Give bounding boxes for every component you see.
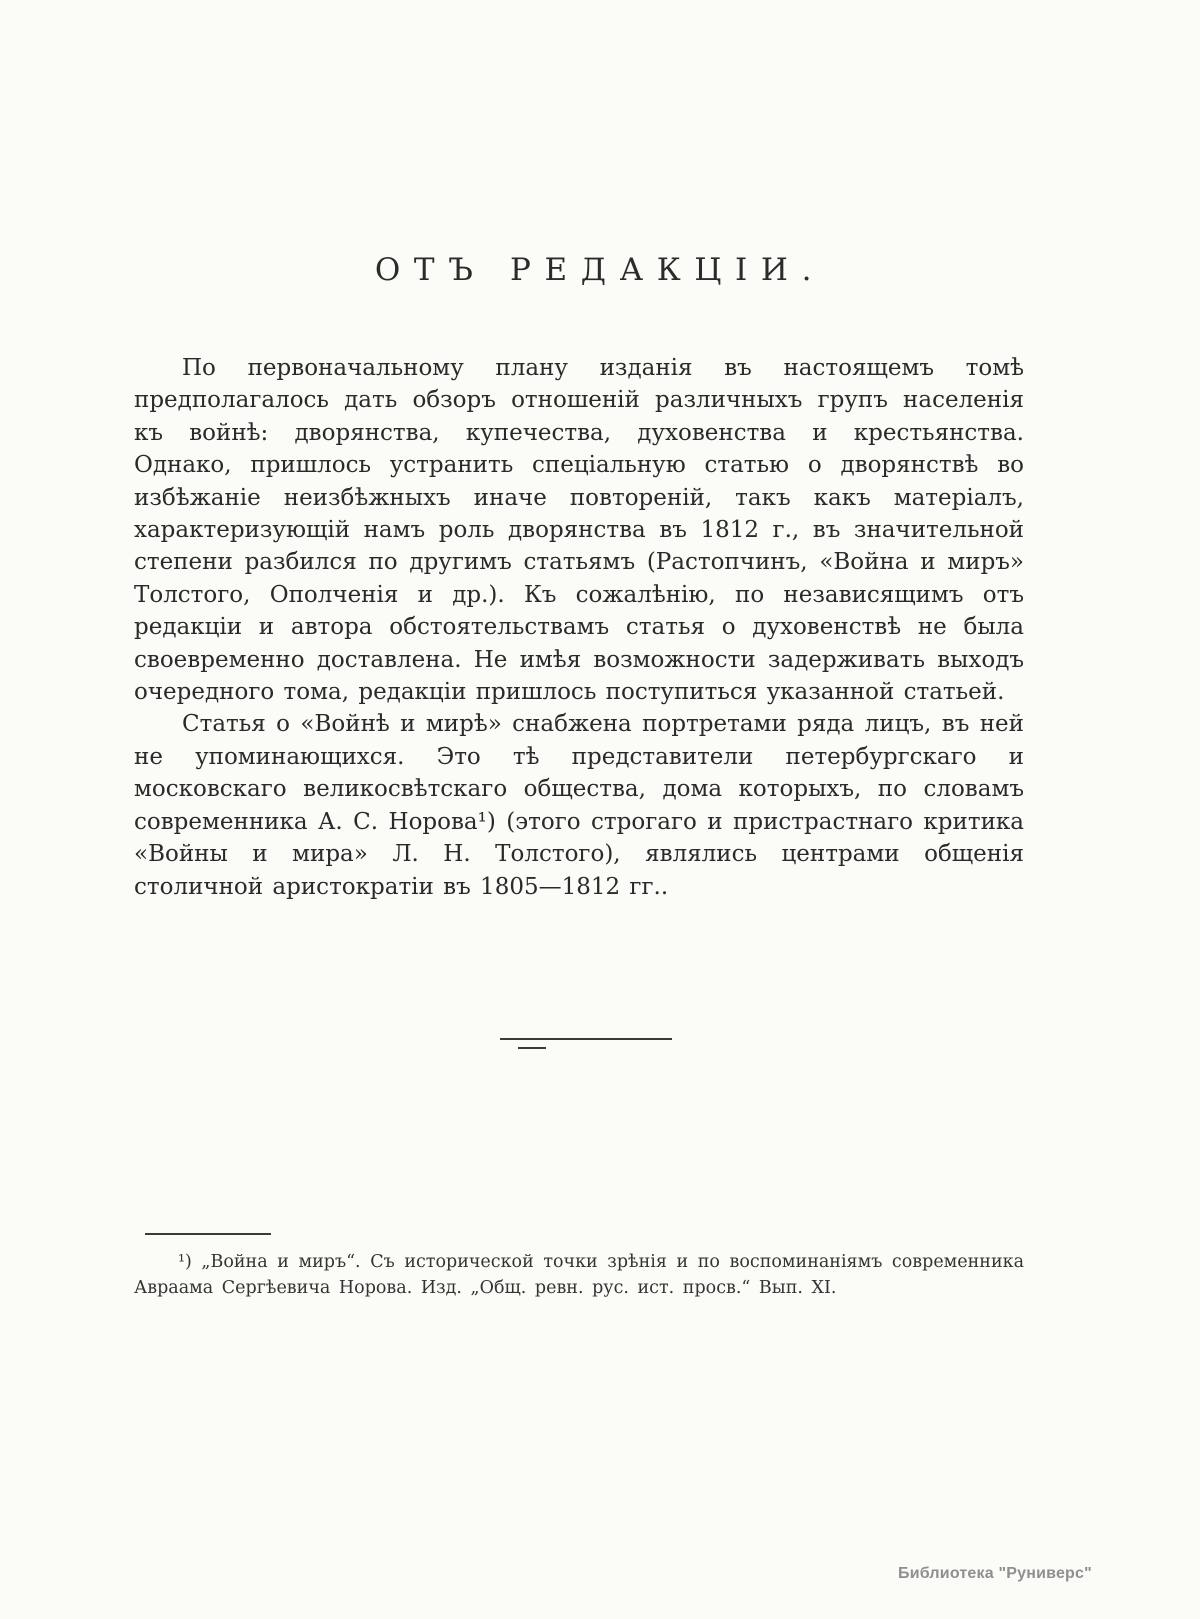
library-watermark: Библиотека "Руниверс" <box>898 1565 1092 1582</box>
page-title: ОТЪ РЕДАКЦІИ. <box>374 252 826 288</box>
paragraph-portraits-note: Статья о «Войнѣ и мирѣ» снабжена портретами ряда лицъ, въ ней не упоминающихся. Это тѣ представители петербургскаго и московскаго великосвѣтскаго общества, дома которыхъ, по словамъ современника А. С. Норова¹) (этого строгаго и пристрастнаго критика «Войны и мира» Л. Н. Толстого), являлись центрами общенія столичной аристократіи въ 1805—1812 гг.. <box>134 711 1024 900</box>
footnote-rule <box>145 1233 271 1235</box>
divider-line <box>500 1038 672 1040</box>
section-divider <box>500 1038 672 1052</box>
body-text <box>134 352 1024 903</box>
divider-tick <box>518 1047 546 1049</box>
footnote-text: ¹) „Война и миръ“. Съ исторической точки зрѣнія и по воспоминаніямъ современника Авраама Сергѣевича Норова. Изд. „Общ. ревн. рус. ист. просв.“ Вып. XI. <box>134 1252 1024 1298</box>
paragraph-editorial-note: По первоначальному плану изданія въ настоящемъ томѣ предполагалось дать обзоръ отношеній различныхъ групъ населенія къ войнѣ: дворянства, купечества, духовенства и крестьянства. Однако, пришлось устранить спеціальную статью о дворянствѣ во избѣжаніе неизбѣжныхъ иначе повтореній, такъ какъ матеріалъ, характеризующій намъ роль дворянства въ 1812 г., въ значительной степени разбился по другимъ статьямъ (Растопчинъ, «Война и миръ» Толстого, Ополченія и др.). Къ сожалѣнію, по независящимъ отъ редакціи и автора обстоятельствамъ статья о духовенствѣ не была своевременно доставлена. Не имѣя возможности задерживать выходъ очередного тома, редакціи пришлось поступиться указанной статьей. <box>134 355 1024 706</box>
